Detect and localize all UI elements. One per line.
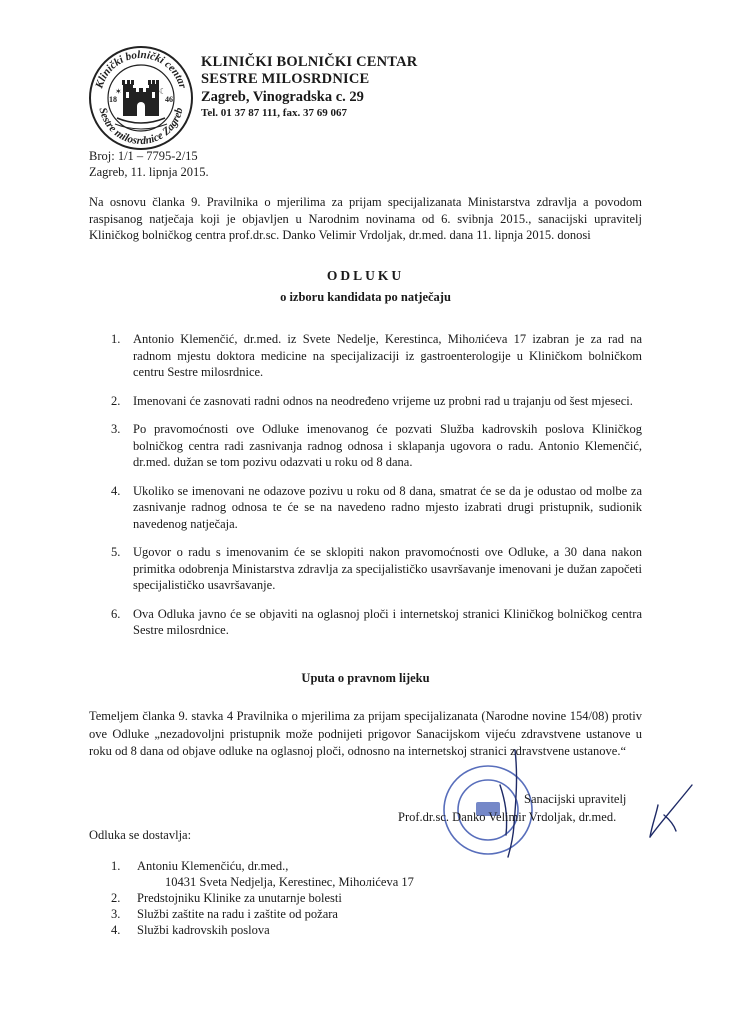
decision-subtitle: o izboru kandidata po natječaju bbox=[280, 290, 451, 304]
delivery-heading: Odluka se dostavlja: bbox=[89, 828, 192, 842]
delivery-number: 3. bbox=[111, 907, 121, 921]
item-text: Po pravomoćnosti ove Odluke imenovanog će pozvati Služba kadrovskih poslova Kliničkog bolničkog centra radi zasnivanja radnog odnosa i sklapanja ugovora o radu. Antonio Klemenčić, dr.med. dužan se tom pozivu odazvati u roku od 8 dana. bbox=[133, 422, 642, 469]
item-number: 2. bbox=[111, 393, 121, 408]
reference-place-date: Zagreb, 11. lipnja 2015. bbox=[89, 165, 209, 179]
organization-block bbox=[201, 54, 417, 120]
logo-year-right: 46 bbox=[165, 95, 173, 104]
decision-title: ODLUKU bbox=[326, 268, 405, 283]
item-text: Ugovor o radu s imenovanim će se sklopiti nakon pravomoćnosti ove Odluke, a 30 dana nakon primitka odobrenja Ministarstva zdravlja za specijalističko usavršavanje imenovani je dužan započeti specijalističko usavršavanje. bbox=[133, 545, 642, 592]
decision-item bbox=[89, 606, 642, 639]
delivery-item bbox=[89, 890, 414, 906]
item-number: 5. bbox=[111, 545, 121, 559]
delivery-item bbox=[89, 858, 414, 890]
signatory-title: Sanacijski upravitelj bbox=[524, 792, 627, 806]
delivery-text: Antoniu Klemenčiću, dr.med., bbox=[137, 859, 289, 873]
svg-text:✶: ✶ bbox=[115, 87, 122, 96]
decision-item bbox=[89, 421, 642, 471]
organization-name-line1: KLINIČKI BOLNIČKI CENTAR bbox=[201, 54, 418, 70]
delivery-address: 10431 Sveta Nedjelja, Kerestinec, Mihoлićeva 17 bbox=[165, 875, 414, 889]
svg-text:Klinički bolnički centar bbox=[93, 49, 189, 91]
decision-item bbox=[89, 331, 642, 381]
delivery-item bbox=[89, 922, 414, 938]
reference-number: Broj: 1/1 – 7795-2/15 bbox=[89, 149, 198, 163]
item-text: Antonio Klemenčić, dr.med. iz Svete Nedelje, Kerestinca, Mihoлićeva 17 izabran je za rad na radnom mjestu doktora medicine na specijalizaciji iz gastroenterologije u Kliničkom bolničkom centru Sestre milosrdnice. bbox=[133, 332, 642, 379]
delivery-text: Predstojniku Klinike za unutarnje bolesti bbox=[137, 891, 342, 905]
reference-block bbox=[89, 148, 209, 180]
organization-address: Zagreb, Vinogradska c. 29 bbox=[201, 89, 364, 105]
decision-item bbox=[89, 393, 642, 410]
intro-paragraph: Na osnovu članka 9. Pravilnika o mjerilima za prijam specijalizanata Ministarstva zdravlja a povodom raspisanog natječaja koji je objavljen u Narodnim novinama od 6. svibnja 2015., sanacijski upravitelj Kliničkog bolničkog centra prof.dr.sc. Danko Velimir Vrdoljak, dr.med. dana 11. lipnja 2015. donosi bbox=[89, 195, 642, 242]
item-text: Ukoliko se imenovani ne odazove pozivu u roku od 8 dana, smatrat će se da je odustao od molbe za zasnivanje radnog odnosa te će se na navedeno radno mjesto izabrati drugi pristupnik, sudionik navedenog natječaja. bbox=[133, 483, 642, 531]
legal-remedy-text: Temeljem članka 9. stavka 4 Pravilnika o mjerilima za prijam specijalizanata (Narodne novine 154/08) protiv ove Odluke „nezadovoljni pristupnik može podnijeti prigovor Sanacijskom vijeću zdravstvene ustanove u roku od 8 dana od objave odluke na oglasnoj ploči, odnosno na internetskoj stranici zdravstvene ustanove.“ bbox=[89, 709, 642, 758]
legal-remedy-title: Uputa o pravnom lijeku bbox=[301, 671, 430, 685]
item-text: Ova Odluka javno će se objaviti na oglasnoj ploči i internetskoj stranici Kliničkog bolničkog centra Sestre milosrdnice. bbox=[133, 606, 642, 637]
delivery-number: 4. bbox=[111, 923, 121, 937]
logo-year-left: 18 bbox=[109, 95, 117, 104]
delivery-item bbox=[89, 906, 414, 922]
decision-item bbox=[89, 544, 642, 594]
logo-text-top: Klinički bolnički centar bbox=[93, 48, 189, 90]
hospital-logo bbox=[87, 44, 195, 152]
logo-text-bottom: Sestre milosrdnice Zagreb bbox=[96, 106, 186, 148]
signatory-name: Prof.dr.sc. Danko Velimir Vrdoljak, dr.med. bbox=[398, 810, 617, 824]
svg-text:☾: ☾ bbox=[159, 87, 167, 96]
organization-name-line2: SESTRE MILOSRDNICE bbox=[201, 71, 370, 87]
item-number: 4. bbox=[111, 483, 121, 498]
delivery-number: 1. bbox=[111, 859, 121, 873]
decision-item bbox=[89, 483, 642, 533]
item-number: 1. bbox=[111, 332, 121, 346]
delivery-number: 2. bbox=[111, 891, 121, 905]
item-number: 6. bbox=[111, 606, 121, 621]
decision-items bbox=[89, 331, 642, 639]
item-number: 3. bbox=[111, 422, 121, 436]
organization-phone: Tel. 01 37 87 111, fax. 37 69 067 bbox=[201, 107, 347, 119]
item-text: Imenovani će zasnovati radni odnos na neodređeno vrijeme uz probni rad u trajanju od šest mjeseci. bbox=[133, 393, 633, 408]
delivery-list bbox=[89, 858, 414, 938]
delivery-text: Službi kadrovskih poslova bbox=[137, 923, 270, 937]
delivery-text: Službi zaštite na radu i zaštite od požara bbox=[137, 907, 338, 921]
